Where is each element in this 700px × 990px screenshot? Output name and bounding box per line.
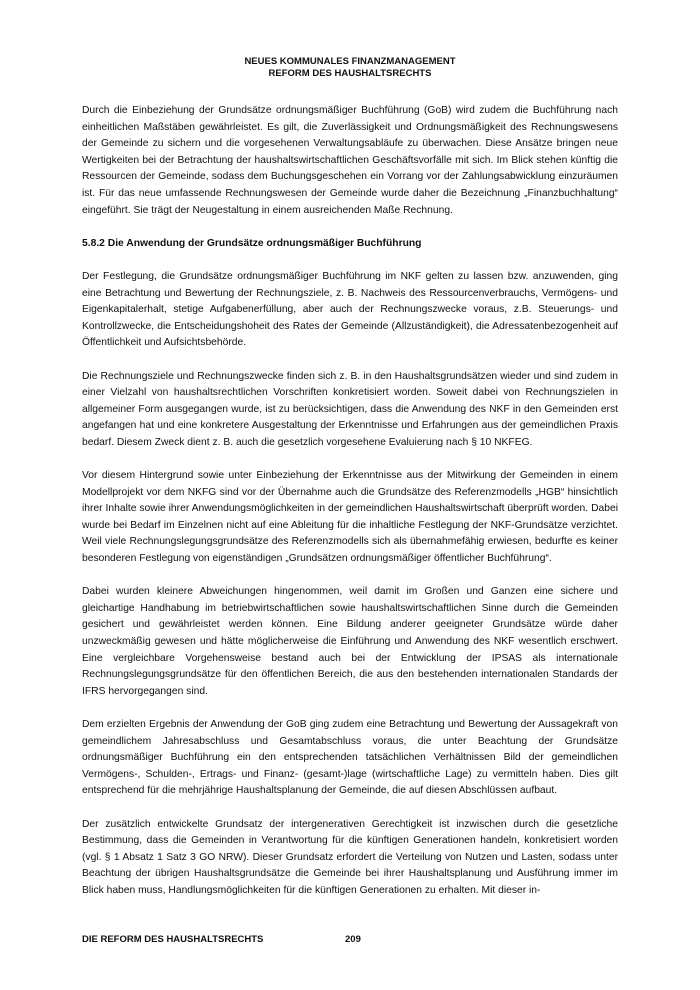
paragraph-7: Der zusätzlich entwickelte Grundsatz der intergenerativen Gerechtigkeit ist inzwischen durch die gesetzliche Bestimmung, dass die Gemeinden in Verantwortung für die künftigen Generationen handeln, konkretisiert worden (vgl. § 1 Absatz 1 Satz 3 GO NRW). Dieser Grundsatz erfordert die Verteilung von Nutzen und Lasten, sodass unter Beachtung der übrigen Haushaltsgrundsätze die Gemeinde bei ihrer Haushaltsplanung und Ausführung immer im Blick haben muss, Handlungsmöglichkeiten für die künftigen Generationen zu erhalten. Mit dieser in- — [82, 818, 618, 896]
paragraph-1: Durch die Einbeziehung der Grundsätze ordnungsmäßiger Buchführung (GoB) wird zudem die Buchführung nach einheitlichen Maßstäben gewährleistet. Es gilt, die Zuverlässigkeit und Ordnungsmäßigkeit des Rechnungswesens der Gemeinde zu sichern und die vorgesehenen Verwaltungsabläufe zu überwachen. Diese Ansätze bringen neue Wertigkeiten bei der Betrachtung der haushaltswirtschaftlichen Geschäftsvorfälle mit sich. Im Blick stehen künftig die Ressourcen der Gemeinde, sodass dem Buchungsgeschehen ein Vorrang vor der Zahlungsabwicklung einzuräumen ist. Für das neue umfassende Rechnungswesen der Gemeinde wurde daher die Bezeichnung „Finanzbuchhaltung“ eingeführt. Sie trägt der Neugestaltung in einem ausreichenden Maße Rechnung. — [82, 105, 618, 216]
page-body — [82, 103, 618, 916]
paragraph-3: Die Rechnungsziele und Rechnungszwecke finden sich z. B. in den Haushaltsgrundsätzen wieder und sind zudem in einer Vielzahl von haushaltsrechtlichen Vorschriften konkretisiert worden. Soweit dabei von Rechnungszielen in allgemeiner Form ausgegangen wurde, ist zu berücksichtigen, dass die Anwendung des NKF in den Gemeinden erst angefangen hat und eine konkretere Ausgestaltung der Erkenntnisse und Erfahrungen aus der gemeindlichen Praxis bedarf. Diesem Zweck dient z. B. auch die gesetzlich vorgesehene Evaluierung nach § 10 NKFEG. — [82, 370, 618, 448]
page-number: 209 — [345, 934, 361, 945]
footer-title: DIE REFORM DES HAUSHALTSRECHTS — [82, 934, 264, 945]
header-line-1: NEUES KOMMUNALES FINANZMANAGEMENT — [244, 56, 456, 67]
paragraph-5: Dabei wurden kleinere Abweichungen hingenommen, weil damit im Großen und Ganzen eine sichere und gleichartige Handhabung im betriebwirtschaftlichen sowie haushaltswirtschaftlichen Sinne durch die Gemeinden gesichert und gewährleistet werden können. Eine Bildung anderer geeigneter Grundsätze würde daher unzweckmäßig gewesen und hätte möglicherweise die Einführung und Anwendung des NKF wesentlich erschwert. Eine vergleichbare Vorgehensweise bestand auch bei der Entwicklung der IPSAS als internationale Rechnungslegungsgrundsätze für den öffentlichen Bereich, die aus den bestehenden internationalen Standards der IFRS hervorgegangen sind. — [82, 586, 618, 697]
paragraph-4: Vor diesem Hintergrund sowie unter Einbeziehung der Erkenntnisse aus der Mitwirkung der Gemeinden in einem Modellprojekt vor dem NKFG sind vor der Übernahme auch die Grundsätze des Referenzmodells „HGB“ hinsichtlich ihrer Inhalte sowie ihrer Anwendungsmöglichkeiten in der gemeindlichen Haushaltswirtschaft überprüft worden. Dabei wurde bei Bedarf im Einzelnen nicht auf eine Ableitung für die inhaltliche Festlegung der NKF-Grundsätze verzichtet. Weil viele Rechnungslegungsgrundsätze des Referenzmodells sich als übernahmefähig erwiesen, bedurfte es keiner besonderen Festlegung von eigenständigen „Grundsätzen ordnungsmäßiger öffentlicher Buchführung“. — [82, 470, 618, 565]
header-line-2: REFORM DES HAUSHALTSRECHTS — [268, 68, 432, 79]
paragraph-2: Der Festlegung, die Grundsätze ordnungsmäßiger Buchführung im NKF gelten zu lassen bzw. anzuwenden, ging eine Betrachtung und Bewertung der Rechnungsziele, z. B. Nachweis des Ressourcenverbrauchs, Vermögens- und Eigenkapitalerhalt, stetige Aufgabenerfüllung, aber auch der Rechnungszwecke voraus, z.B. Steuerungs- und Kontrollzwecke, die Entscheidungshoheit des Rates der Gemeinde (Allzuständigkeit), die Adressatenbezogenheit auf Öffentlichkeit und Aufsichtsbehörde. — [82, 270, 618, 349]
section-heading: 5.8.2 Die Anwendung der Grundsätze ordnungsmäßiger Buchführung — [82, 237, 422, 249]
page-header — [0, 56, 700, 80]
paragraph-6: Dem erzielten Ergebnis der Anwendung der GoB ging zudem eine Betrachtung und Bewertung der Aussagekraft von gemeindlichem Jahresabschluss und Gesamtabschluss voraus, die unter Beachtung der Grundsätze ordnungsmäßiger Buchführung ein den entsprechenden tatsächlichen Verhältnissen Bild der gemeindlichen Vermögens-, Schulden-, Ertrags- und Finanz- (gesamt-)lage (wirtschaftliche Lage) zu vermitteln haben. Dies gilt entsprechend für die mehrjährige Haushaltsplanung der Gemeinde, die auf diesen Abschlüssen aufbaut. — [82, 718, 618, 797]
